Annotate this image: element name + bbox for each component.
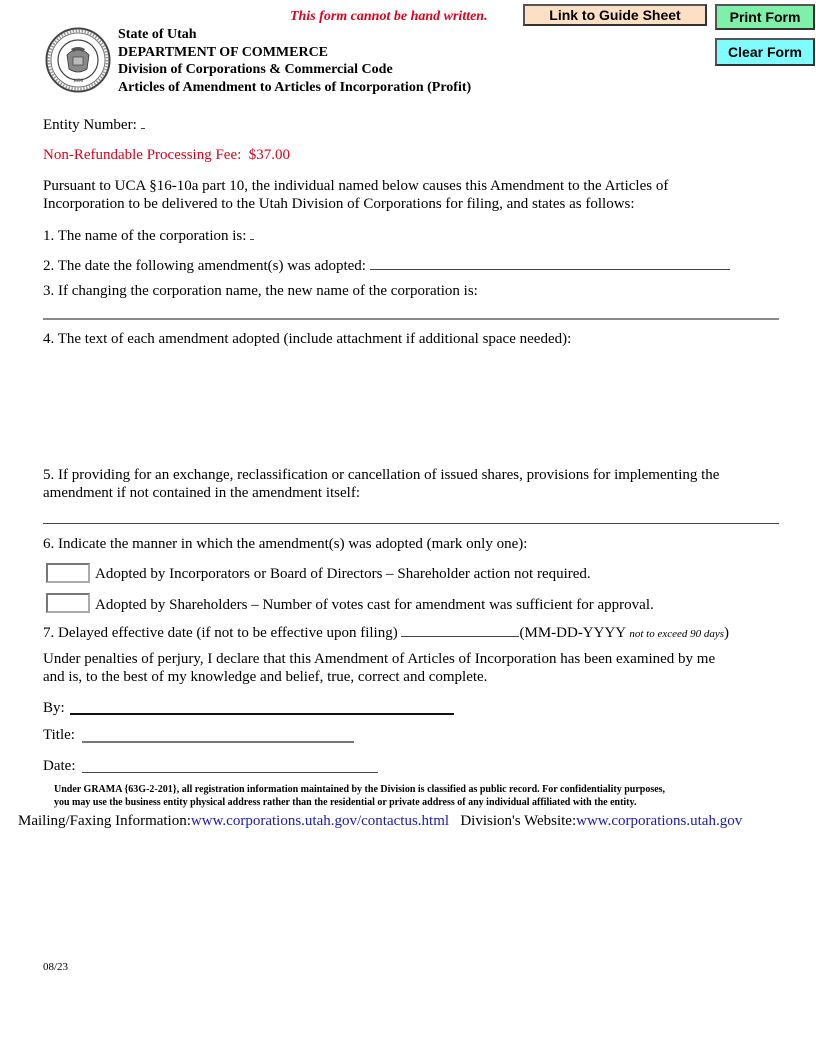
adoption-date-field[interactable]	[370, 257, 730, 270]
item-1-row	[43, 227, 254, 245]
entity-number-row	[43, 116, 145, 134]
handwritten-warning: This form cannot be hand written.	[290, 9, 488, 24]
corporation-name-field[interactable]	[250, 227, 254, 240]
item-4-label: 4. The text of each amendment adopted (include attachment if additional space needed):	[43, 331, 572, 347]
print-form-button[interactable]: Print Form	[715, 4, 815, 30]
fee-label: Non-Refundable Processing Fee:	[43, 147, 242, 163]
division-website-link[interactable]: www.corporations.utah.gov	[576, 813, 743, 829]
division-name: Division of Corporations & Commercial Code	[118, 62, 393, 77]
item-7-row	[43, 624, 729, 643]
date-label: Date:	[43, 758, 76, 774]
intro-line-1: Pursuant to UCA §16-10a part 10, the individual named below causes this Amendment to the Articles of	[43, 178, 669, 194]
website-label: Division's Website:	[460, 813, 577, 829]
mailing-label: Mailing/Faxing Information:	[18, 813, 191, 829]
utah-seal-icon	[45, 27, 111, 93]
fee-amount: $37.00	[248, 147, 291, 163]
board-adoption-label: Adopted by Incorporators or Board of Directors – Shareholder action not required.	[95, 566, 591, 582]
shareholder-adoption-label: Adopted by Shareholders – Number of votes cast for amendment was sufficient for approval.	[95, 597, 654, 613]
form-header	[118, 26, 471, 96]
board-adoption-checkbox[interactable]	[46, 563, 90, 583]
item-3-label: 3. If changing the corporation name, the new name of the corporation is:	[43, 283, 478, 299]
form-version: 08/23	[43, 961, 69, 973]
item-1-label: 1. The name of the corporation is:	[43, 228, 247, 244]
item-5-line-1: 5. If providing for an exchange, reclassification or cancellation of issued shares, provisions for implementing the	[43, 467, 720, 483]
delayed-date-field[interactable]	[401, 624, 519, 637]
shareholder-adoption-checkbox[interactable]	[46, 593, 90, 613]
intro-line-2: Incorporation to be delivered to the Utah Division of Corporations for filing, and states as follows:	[43, 196, 635, 212]
date-limit-note: not to exceed 90 days	[629, 628, 725, 640]
item-2-label: 2. The date the following amendment(s) was adopted:	[43, 258, 366, 274]
grama-line-2: you may use the business entity physical address rather than the residential or private address of any individual affiliated with the entity.	[54, 797, 637, 808]
department-name: DEPARTMENT OF COMMERCE	[118, 44, 329, 60]
processing-fee	[43, 146, 290, 164]
declaration-line-1: Under penalties of perjury, I declare that this Amendment of Articles of Incorporation has been examined by me	[43, 651, 716, 667]
by-signature-field[interactable]	[70, 713, 454, 715]
new-name-field[interactable]	[43, 318, 779, 320]
svg-text:1896: 1896	[73, 79, 83, 84]
date-format: (MM-DD-YYYY	[519, 625, 626, 641]
contact-us-link[interactable]: www.corporations.utah.gov/contactus.html	[190, 813, 450, 829]
share-provisions-field[interactable]	[43, 523, 779, 524]
by-label: By:	[43, 700, 65, 716]
guide-sheet-button[interactable]: Link to Guide Sheet	[523, 4, 707, 26]
item-7-label: 7. Delayed effective date (if not to be effective upon filing)	[43, 625, 398, 641]
form-title: Articles of Amendment to Articles of Incorporation (Profit)	[118, 79, 472, 95]
item-6-label: 6. Indicate the manner in which the amendment(s) was adopted (mark only one):	[43, 536, 528, 552]
entity-number-field[interactable]	[141, 116, 145, 129]
amendment-text-area[interactable]	[43, 350, 779, 460]
date-field[interactable]	[82, 772, 378, 773]
item-2-row	[43, 257, 730, 275]
grama-notice	[54, 783, 665, 809]
declaration-line-2: and is, to the best of my knowledge and belief, true, correct and complete.	[43, 669, 488, 685]
item-5-line-2: amendment if not contained in the amendment itself:	[43, 485, 360, 501]
footer-info	[18, 813, 742, 830]
clear-form-button[interactable]: Clear Form	[715, 38, 815, 66]
title-field[interactable]	[82, 741, 354, 743]
state-name: State of Utah	[118, 27, 197, 42]
title-label: Title:	[43, 727, 75, 743]
date-format-close: )	[724, 625, 730, 641]
grama-line-1: Under GRAMA {63G-2-201}, all registration information maintained by the Division is classified as public record. For confidentiality purposes,	[54, 784, 666, 795]
entity-number-label: Entity Number:	[43, 117, 137, 133]
